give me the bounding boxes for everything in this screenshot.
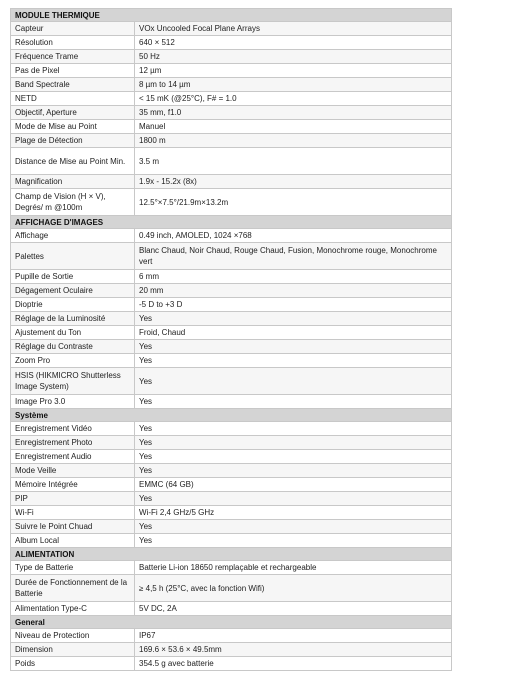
spec-label: Dimension [11,643,135,657]
spec-row [11,657,452,671]
section-title: Système [11,409,452,422]
spec-value: Yes [135,450,452,464]
spec-label: Album Local [11,534,135,548]
spec-row [11,189,452,216]
spec-label: Mode Veille [11,464,135,478]
spec-label: Fréquence Trame [11,50,135,64]
spec-row [11,134,452,148]
spec-value: 0.49 inch, AMOLED, 1024 ×768 [135,229,452,243]
spec-row [11,175,452,189]
section-header [11,548,452,561]
spec-label: Affichage [11,229,135,243]
spec-row [11,643,452,657]
spec-value: Batterie Li-ion 18650 remplaçable et rechargeable [135,561,452,575]
spec-value: 12.5°×7.5°/21.9m×13.2m [135,189,452,216]
spec-value: Wi-Fi 2,4 GHz/5 GHz [135,506,452,520]
spec-row [11,229,452,243]
spec-value: < 15 mK (@25°C), F# = 1.0 [135,92,452,106]
spec-value: Yes [135,368,452,395]
spec-value: Yes [135,422,452,436]
spec-row [11,64,452,78]
spec-row [11,520,452,534]
spec-value: Yes [135,395,452,409]
spec-value: ≥ 4,5 h (25°C, avec la fonction Wifi) [135,575,452,602]
spec-label: Pupille de Sortie [11,270,135,284]
spec-value: 354.5 g avec batterie [135,657,452,671]
spec-row [11,561,452,575]
spec-row [11,284,452,298]
spec-sheet [10,8,451,671]
section-header [11,9,452,22]
spec-label: Durée de Fonctionnement de la Batterie [11,575,135,602]
spec-row [11,478,452,492]
spec-value: 1.9x - 15.2x (8x) [135,175,452,189]
spec-value: Yes [135,312,452,326]
spec-row [11,534,452,548]
spec-label: NETD [11,92,135,106]
spec-label: PIP [11,492,135,506]
spec-row [11,436,452,450]
spec-value: 640 × 512 [135,36,452,50]
spec-label: Réglage de la Luminosité [11,312,135,326]
spec-value: EMMC (64 GB) [135,478,452,492]
section-header [11,616,452,629]
spec-row [11,312,452,326]
spec-value: Yes [135,534,452,548]
spec-row [11,464,452,478]
spec-row [11,506,452,520]
spec-row [11,602,452,616]
spec-row [11,575,452,602]
spec-row [11,270,452,284]
spec-row [11,120,452,134]
spec-label: Mémoire Intégrée [11,478,135,492]
spec-row [11,22,452,36]
spec-label: Mode de Mise au Point [11,120,135,134]
spec-value: Yes [135,354,452,368]
spec-row [11,106,452,120]
spec-label: Enregistrement Photo [11,436,135,450]
spec-row [11,326,452,340]
spec-value: 35 mm, f1.0 [135,106,452,120]
section-title: MODULE THERMIQUE [11,9,452,22]
spec-row [11,78,452,92]
spec-row [11,450,452,464]
section-title: AFFICHAGE D'IMAGES [11,216,452,229]
spec-row [11,36,452,50]
spec-label: Enregistrement Audio [11,450,135,464]
spec-row [11,368,452,395]
spec-label: Champ de Vision (H × V), Degrés/ m @100m [11,189,135,216]
spec-label: Ajustement du Ton [11,326,135,340]
spec-value: Yes [135,340,452,354]
spec-label: Band Spectrale [11,78,135,92]
spec-label: Résolution [11,36,135,50]
spec-value: Froid, Chaud [135,326,452,340]
spec-value: 8 µm to 14 µm [135,78,452,92]
spec-value: 20 mm [135,284,452,298]
spec-value: 5V DC, 2A [135,602,452,616]
spec-label: HSIS (HIKMICRO Shutterless Image System) [11,368,135,395]
spec-label: Image Pro 3.0 [11,395,135,409]
spec-value: 169.6 × 53.6 × 49.5mm [135,643,452,657]
spec-label: Magnification [11,175,135,189]
spec-row [11,298,452,312]
spec-label: Palettes [11,243,135,270]
spec-label: Dégagement Oculaire [11,284,135,298]
spec-value: Yes [135,464,452,478]
spec-value: Yes [135,436,452,450]
spec-label: Enregistrement Vidéo [11,422,135,436]
spec-label: Wi-Fi [11,506,135,520]
spec-value: 50 Hz [135,50,452,64]
spec-value: 1800 m [135,134,452,148]
spec-label: Zoom Pro [11,354,135,368]
spec-row [11,50,452,64]
spec-value: Yes [135,492,452,506]
spec-row [11,492,452,506]
spec-value: VOx Uncooled Focal Plane Arrays [135,22,452,36]
spec-table [10,8,452,671]
spec-value: 12 µm [135,64,452,78]
section-title: General [11,616,452,629]
spec-label: Distance de Mise au Point Min. [11,148,135,175]
spec-label: Réglage du Contraste [11,340,135,354]
spec-value: IP67 [135,629,452,643]
spec-label: Dioptrie [11,298,135,312]
spec-label: Type de Batterie [11,561,135,575]
spec-row [11,92,452,106]
spec-label: Alimentation Type-C [11,602,135,616]
spec-row [11,148,452,175]
spec-value: Yes [135,520,452,534]
spec-row [11,422,452,436]
spec-row [11,243,452,270]
spec-label: Objectif, Aperture [11,106,135,120]
spec-label: Pas de Pixel [11,64,135,78]
section-header [11,409,452,422]
spec-value: -5 D to +3 D [135,298,452,312]
spec-row [11,354,452,368]
spec-row [11,340,452,354]
spec-value: Manuel [135,120,452,134]
section-header [11,216,452,229]
spec-label: Suivre le Point Chuad [11,520,135,534]
spec-label: Niveau de Protection [11,629,135,643]
spec-row [11,629,452,643]
spec-value: Blanc Chaud, Noir Chaud, Rouge Chaud, Fusion, Monochrome rouge, Monochrome vert [135,243,452,270]
spec-label: Capteur [11,22,135,36]
spec-table-body [11,9,452,671]
spec-label: Poids [11,657,135,671]
spec-row [11,395,452,409]
spec-value: 6 mm [135,270,452,284]
spec-value: 3.5 m [135,148,452,175]
spec-label: Plage de Détection [11,134,135,148]
section-title: ALIMENTATION [11,548,452,561]
